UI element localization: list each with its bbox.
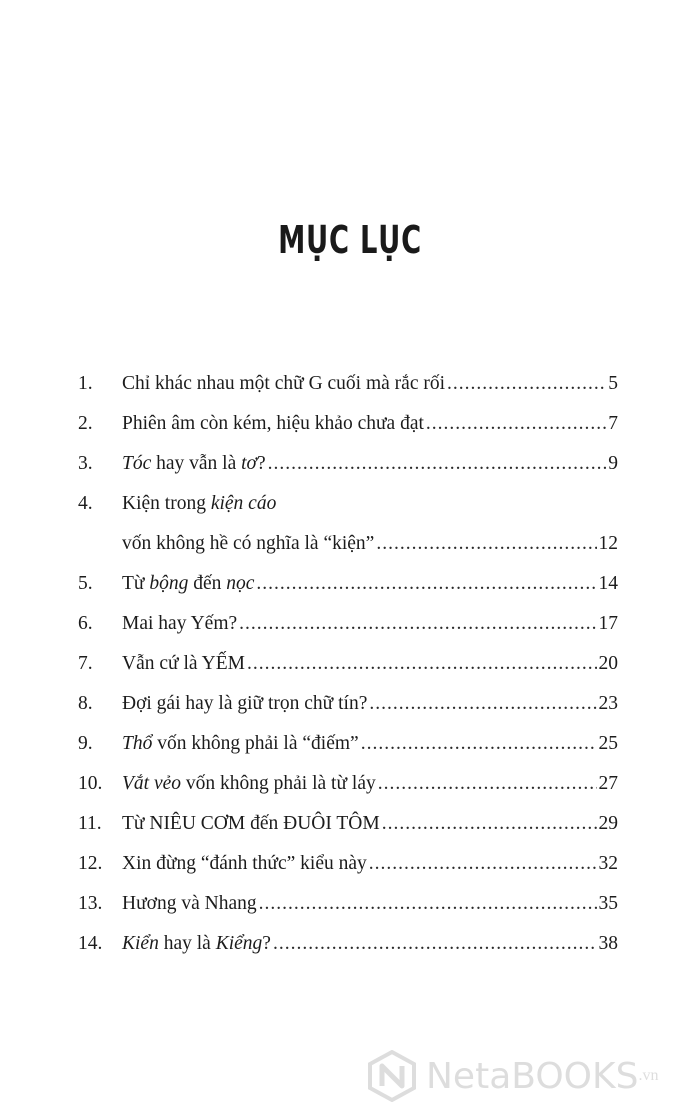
title-segment: Chỉ khác nhau một chữ G cuối mà rắc rối [122, 373, 446, 394]
page-number: 27 [598, 773, 618, 794]
toc-entry[interactable] [78, 884, 618, 924]
title-segment: Xin đừng “đánh thức” kiểu này [122, 853, 367, 874]
dot-leader [369, 684, 596, 724]
watermark-suffix: .vn [638, 1067, 659, 1084]
page-number: 7 [608, 413, 618, 434]
entry-title [122, 884, 257, 924]
title-segment: hay vẫn là [151, 453, 242, 474]
title-segment: Kiện trong [122, 493, 211, 514]
toc-entry[interactable] [78, 564, 618, 604]
toc-entry[interactable] [78, 684, 618, 724]
toc-entry-first-line [78, 484, 618, 524]
dot-leader [259, 884, 597, 924]
entry-title [122, 844, 367, 884]
toc-entry[interactable] [78, 364, 618, 404]
toc-entry[interactable] [78, 404, 618, 444]
page-number: 20 [598, 653, 618, 674]
entry-number: 11. [78, 813, 102, 834]
dot-leader [376, 524, 596, 564]
entry-title [122, 764, 376, 804]
dot-leader [247, 644, 596, 684]
dot-leader [239, 604, 596, 644]
entry-title [122, 564, 254, 604]
entry-title [122, 484, 276, 524]
title-segment: hay là [158, 933, 216, 954]
entry-number: 10. [78, 773, 103, 794]
page-number: 12 [598, 533, 618, 554]
title-segment: Từ [122, 573, 150, 594]
entry-title [122, 364, 445, 404]
entry-title [122, 524, 374, 564]
title-segment: Hương và Nhang [122, 893, 257, 914]
page-number: 14 [598, 573, 618, 594]
toc-entry[interactable] [78, 604, 618, 644]
dot-leader [378, 764, 597, 804]
title-segment: Mai hay Yếm? [122, 613, 238, 634]
title-segment: ? [262, 933, 271, 954]
entry-number: 6. [78, 613, 93, 634]
entry-number: 7. [78, 653, 93, 674]
title-segment: Từ NIÊU CƠM đến ĐUÔI TÔM [122, 813, 380, 834]
page-number: 29 [598, 813, 618, 834]
dot-leader [382, 804, 597, 844]
dot-leader [426, 404, 606, 444]
toc-entry[interactable] [78, 924, 618, 964]
entry-number: 1. [78, 373, 93, 394]
title-segment: Phiên âm còn kém, hiệu khảo chưa đạt [122, 413, 424, 434]
title-segment: Thổ [122, 733, 153, 754]
entry-title [122, 644, 245, 684]
page-title: MỤC LỤC [278, 218, 422, 262]
toc-entry[interactable] [78, 444, 618, 484]
title-segment: đến [188, 573, 227, 594]
page-number: 5 [608, 373, 618, 394]
watermark-brand: NetaBOOKS [426, 1055, 639, 1097]
title-segment: vốn không hề có nghĩa là “kiện” [122, 533, 375, 554]
entry-number: 2. [78, 413, 93, 434]
title-segment: tơ [241, 453, 257, 474]
page-number: 35 [598, 893, 618, 914]
toc-entry[interactable] [78, 644, 618, 684]
title-segment: Kiểng [215, 933, 263, 954]
title-segment: Vẫn cứ là YẾM [122, 653, 246, 674]
page-number: 9 [608, 453, 618, 474]
title-segment: Đợi gái hay là giữ trọn chữ tín? [122, 693, 368, 714]
entry-number: 3. [78, 453, 93, 474]
entry-number: 9. [78, 733, 93, 754]
title-segment: Kiển [122, 933, 159, 954]
table-of-contents [78, 364, 618, 964]
watermark [366, 1046, 686, 1106]
entry-title [122, 604, 237, 644]
toc-entry[interactable] [78, 524, 618, 564]
page-number: 17 [598, 613, 618, 634]
dot-leader [361, 724, 597, 764]
entry-title [122, 444, 266, 484]
entry-title [122, 924, 271, 964]
entry-number: 14. [78, 933, 103, 954]
dot-leader [369, 844, 597, 884]
dot-leader [273, 924, 597, 964]
toc-entry[interactable] [78, 724, 618, 764]
page-number: 38 [598, 933, 618, 954]
dot-leader [256, 564, 596, 604]
entry-title [122, 404, 424, 444]
entry-number: 5. [78, 573, 93, 594]
title-segment: vốn không phải là từ láy [181, 773, 376, 794]
entry-number: 13. [78, 893, 103, 914]
entry-number: 12. [78, 853, 103, 874]
dot-leader [268, 444, 607, 484]
title-segment: vốn không phải là “điếm” [152, 733, 359, 754]
dot-leader [447, 364, 606, 404]
page-number: 23 [598, 693, 618, 714]
entry-title [122, 684, 367, 724]
title-segment: kiện cáo [210, 493, 277, 514]
entry-title [122, 724, 359, 764]
toc-entry[interactable] [78, 844, 618, 884]
entry-number: 4. [78, 493, 93, 514]
entry-number: 8. [78, 693, 93, 714]
toc-entry[interactable] [78, 804, 618, 844]
page-number: 32 [598, 853, 618, 874]
page-number: 25 [598, 733, 618, 754]
toc-entry[interactable] [78, 764, 618, 804]
title-segment: ? [256, 453, 266, 474]
title-segment: nọc [226, 573, 255, 594]
title-segment: Vắt vẻo [122, 773, 182, 794]
entry-title [122, 804, 380, 844]
title-segment: bộng [149, 573, 189, 594]
netabooks-logo-icon [366, 1050, 418, 1102]
title-segment: Tóc [122, 453, 152, 474]
